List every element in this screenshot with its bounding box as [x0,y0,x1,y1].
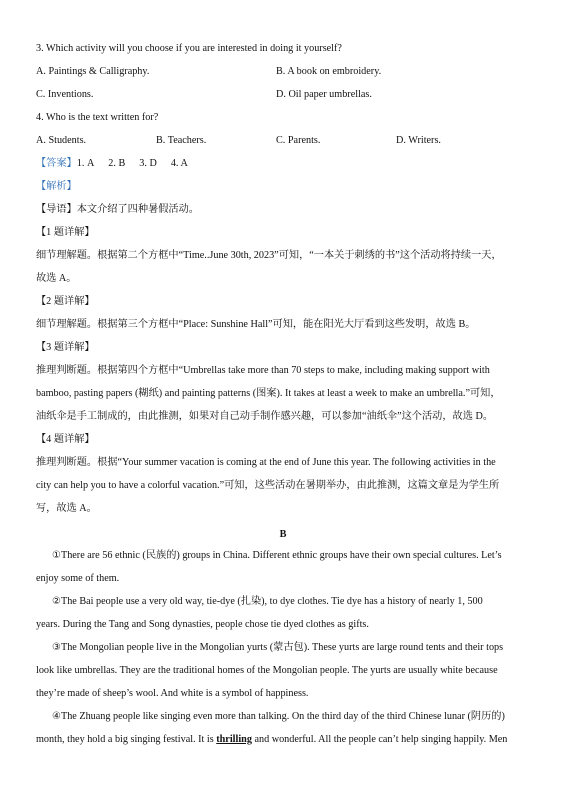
passage-p3-line-2: look like umbrellas. They are the traditional homes of the Mongolian people. The yurts are usually white because [36,665,498,676]
p4-number: ④ [52,711,61,722]
p4-text: The Zhuang people like singing even more than talking. On the third day of the third Chinese lunar (阴历的) [60,711,505,722]
q3-option-d: D. Oil paper umbrellas. [276,89,372,100]
question-4: 4. Who is the text written for? [36,112,159,123]
detail-4-line-3: 写，故选 A。 [36,503,97,514]
answer-3: 3. D [139,158,157,169]
passage-p1-line-2: enjoy some of them. [36,573,120,584]
passage-p3-line-3: they’re made of sheep’s wool. And white is a symbol of happiness. [36,688,309,699]
p1-text: There are 56 ethnic (民族的) groups in China. Different ethnic groups have their own special cultures. Let’s [60,550,502,561]
intro-line: 【导语】本文介绍了四种暑假活动。 [36,204,199,215]
answer-4: 4. A [170,158,188,169]
detail-1-line-2: 故选 A。 [36,273,77,284]
p1-number: ① [52,550,61,561]
answer-line [36,157,188,170]
section-b-heading: B [279,529,287,540]
answer-2: 2. B [108,158,126,169]
detail-4-line-2: city can help you to have a colorful vacation.”可知，这些活动在暑期举办，由此推测，这篇文章是为学生所 [36,480,500,491]
passage-p2-line-1 [52,595,483,608]
q4-option-b: B. Teachers. [156,135,207,146]
detail-3-line-3: 油纸伞是手工制成的，由此推测，如果对自己动手制作感兴趣，可以参加“油纸伞”这个活动，故选 D。 [36,411,494,422]
detail-4-line-1: 推理判断题。根据“Your summer vacation is coming at the end of June this year. The following activities in the [36,457,496,468]
question-3: 3. Which activity will you choose if you are interested in doing it yourself? [36,43,342,54]
p2-text: The Bai people use a very old way, tie-dye (扎染), to dye clothes. Tie dye has a history of nearly 1, 500 [60,596,483,607]
q3-option-a: A. Paintings & Calligraphy. [36,66,150,77]
p4-line2-start: month, they hold a big singing festival. It is [36,734,217,745]
p3-text: The Mongolian people live in the Mongolian yurts (蒙古包). These yurts are large round tents and their tops [60,642,504,653]
passage-p3-line-1 [52,641,503,654]
answer-label: 【答案】 [36,158,77,169]
analysis-label: 【解析】 [36,181,77,192]
detail-3-line-2: bamboo, pasting papers (糊纸) and painting patterns (图案). It takes at least a week to make an umbrella.”可知， [36,388,501,399]
detail-1-line-1: 细节理解题。根据第二个方框中“Time..June 30th, 2023”可知，“一本关于刺绣的书”这个活动将持续一天， [36,250,502,261]
detail-2-title: 【2 题详解】 [36,296,95,307]
detail-4-title: 【4 题详解】 [36,434,95,445]
passage-p2-line-2: years. During the Tang and Song dynasties, people chose tie dyed clothes as gifts. [36,619,369,630]
q4-option-d: D. Writers. [396,135,441,146]
q4-option-c: C. Parents. [276,135,321,146]
passage-p4-line-1 [52,710,505,723]
detail-3-line-1: 推理判断题。根据第四个方框中“Umbrellas take more than 70 steps to make, including making support with [36,365,490,376]
q3-option-c: C. Inventions. [36,89,94,100]
p2-number: ② [52,596,61,607]
passage-p1-line-1 [52,549,502,562]
detail-3-title: 【3 题详解】 [36,342,95,353]
passage-p4-line-2 [36,733,507,746]
underlined-word-thrilling: thrilling [216,734,252,745]
detail-1-title: 【1 题详解】 [36,227,95,238]
answer-1: 1. A [76,158,95,169]
p4-line2-end: and wonderful. All the people can’t help singing happily. Men [251,734,508,745]
q3-option-b: B. A book on embroidery. [276,66,382,77]
q4-option-a: A. Students. [36,135,87,146]
detail-2-line-1: 细节理解题。根据第三个方框中“Place: Sunshine Hall”可知，能在阳光大厅看到这些发明，故选 B。 [36,319,476,330]
p3-number: ③ [52,642,61,653]
